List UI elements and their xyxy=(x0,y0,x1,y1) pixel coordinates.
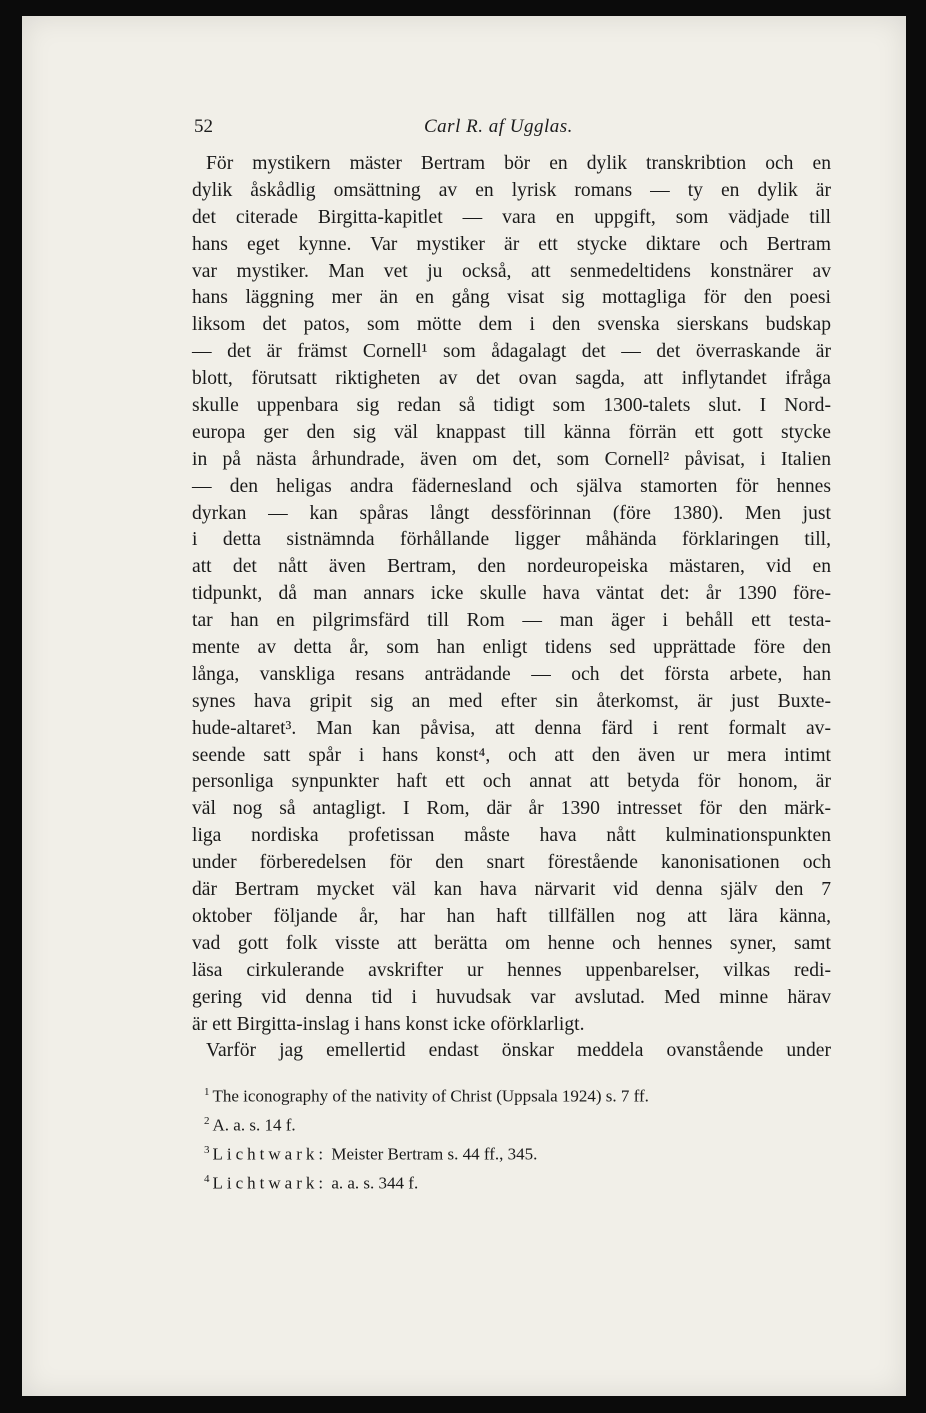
text-line: hans läggning mer än en gång visat sig mottagliga för den poesi xyxy=(192,287,831,309)
text-line: blott, förutsatt riktigheten av det ovan sagda, att inflytandet ifråga xyxy=(192,368,831,390)
page-header xyxy=(194,112,831,142)
text-line: gering vid denna tid i huvudsak var avslutad. Med minne härav xyxy=(192,986,831,1008)
footnote-mark: 4 xyxy=(204,1173,210,1186)
text-line: seende satt spår i hans konst⁴, och att den även ur mera intimt xyxy=(192,744,831,766)
text-line: tar han en pilgrimsfärd till Rom — man äger i behåll ett testa- xyxy=(192,610,831,632)
text-line: väl nog så antagligt. I Rom, där år 1390 intresset för den märk- xyxy=(192,798,831,820)
text-line: liga nordiska profetissan måste hava nått kulminationspunkten xyxy=(192,825,831,847)
text-line: oktober följande år, har han haft tillfällen nog att lära känna, xyxy=(192,905,831,927)
footnote xyxy=(204,1080,804,1109)
text-line: dyrkan — kan spåras långt dessförinnan (före 1380). Men just xyxy=(192,502,831,524)
text-line: att det nått även Bertram, den nordeuropeiska mästaren, vid en xyxy=(192,556,831,578)
text-line: För mystikern mäster Bertram bör en dylik transkribtion och en xyxy=(206,153,831,174)
text-line: hans eget kynne. Var mystiker är ett stycke diktare och Bertram xyxy=(192,233,831,255)
text-line: tidpunkt, då man annars icke skulle hava väntat det: år 1390 före- xyxy=(192,583,831,605)
text-line: långa, vanskliga resans anträdande — och det första arbete, han xyxy=(192,663,831,685)
running-head: Carl R. af Ugglas. xyxy=(424,116,573,137)
footnote-mark: 2 xyxy=(204,1115,210,1128)
footnote-text: A. a. s. 14 f. xyxy=(212,1115,296,1135)
text-line: där Bertram mycket väl kan hava närvarit vid denna själv den 7 xyxy=(192,879,831,901)
footnote xyxy=(204,1167,804,1196)
footnote-mark: 1 xyxy=(204,1086,210,1098)
text-line: dylik åskådlig omsättning av en lyrisk romans — ty en dylik är xyxy=(192,179,831,201)
text-line: personliga synpunkter haft ett och annat att betyda för honom, är xyxy=(192,771,831,793)
footnotes xyxy=(204,1080,804,1197)
text-line: det citerade Birgitta-kapitlet — vara en uppgift, som vädjade till xyxy=(192,206,831,228)
footnote-mark: 3 xyxy=(204,1144,210,1157)
text-line: är ett Birgitta-inslag i hans konst icke oförklarligt. xyxy=(192,1013,585,1035)
footnote-author: Lichtwark: xyxy=(212,1144,328,1164)
text-line: — den heligas andra fädernesland och själva stamorten för hennes xyxy=(192,475,831,497)
footnote xyxy=(204,1138,804,1167)
text-line: i detta sistnämnda förhållande ligger måhända förklaringen till, xyxy=(192,529,831,551)
footnote xyxy=(204,1109,804,1138)
footnote-text: Meister Bertram s. 44 ff., 345. xyxy=(331,1144,538,1164)
text-line: vad gott folk visste att berätta om henne och hennes syner, samt xyxy=(192,932,831,954)
text-line: Varför jag emellertid endast önskar meddela ovanstående under xyxy=(206,1040,831,1062)
text-line: skulle uppenbara sig redan så tidigt som 1300-talets slut. I Nord- xyxy=(192,395,831,417)
body-text xyxy=(192,151,831,1065)
footnote-text: The iconography of the nativity of Christ (Uppsala 1924) s. 7 ff. xyxy=(212,1086,649,1106)
text-line: synes hava gripit sig an med efter sin återkomst, är just Buxte- xyxy=(192,690,831,712)
text-line: in på nästa århundrade, även om det, som Cornell² påvisat, i Italien xyxy=(192,448,831,470)
text-line: läsa cirkulerande avskrifter ur hennes uppenbarelser, vilkas redi- xyxy=(192,959,831,981)
text-line: — det är främst Cornell¹ som ådagalagt det — det överraskande är xyxy=(192,341,831,363)
text-line: europa ger den sig väl knappast till känna förrän ett gott stycke xyxy=(192,421,831,443)
text-line: mente av detta år, som han enligt tidens sed upprättade före den xyxy=(192,637,831,659)
footnote-author: Lichtwark: xyxy=(212,1174,328,1194)
text-line: under förberedelsen för den snart förestående kanonisationen och xyxy=(192,852,831,874)
page-number: 52 xyxy=(194,116,213,137)
text-line: hude-altaret³. Man kan påvisa, att denna färd i rent formalt av- xyxy=(192,717,831,739)
footnote-text: a. a. s. 344 f. xyxy=(331,1174,419,1194)
text-line: var mystiker. Man vet ju också, att senmedeltidens konstnärer av xyxy=(192,260,831,282)
text-line: liksom det patos, som mötte dem i den svenska sierskans budskap xyxy=(192,314,831,336)
